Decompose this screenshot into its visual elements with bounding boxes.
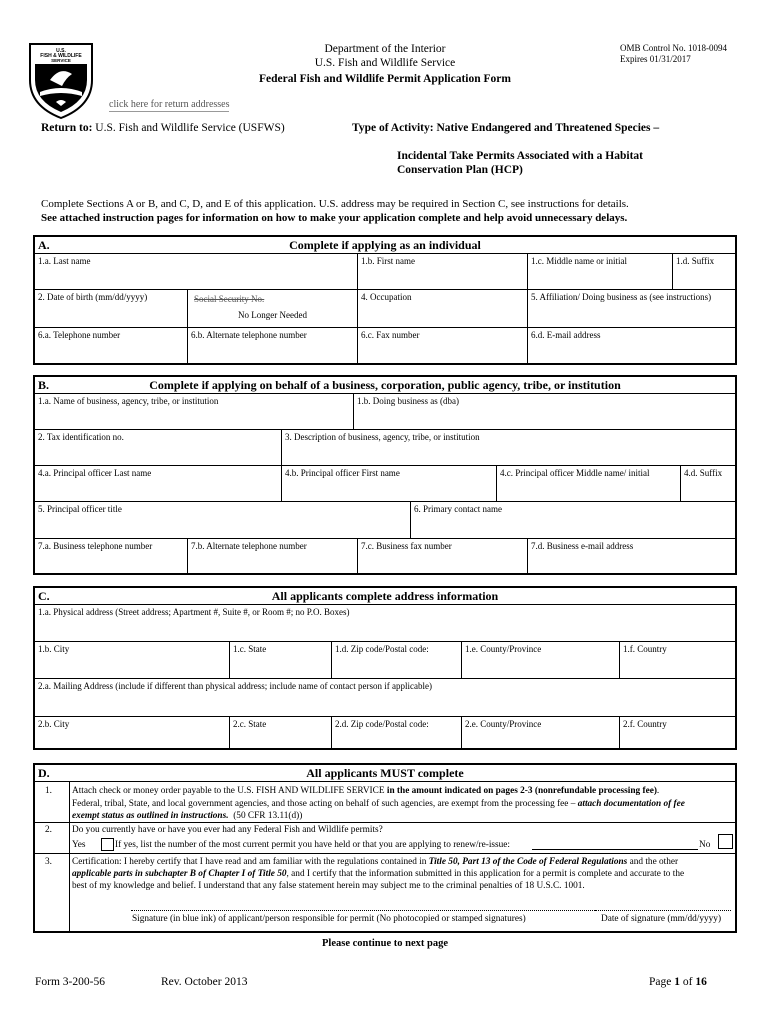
- mailing-county-field[interactable]: [461, 717, 619, 748]
- officer-first-name-label: 4.b. Principal officer First name: [285, 468, 400, 478]
- middle-name-field[interactable]: [527, 254, 672, 290]
- business-email-field[interactable]: [527, 539, 735, 573]
- item3-line3: best of my knowledge and belief. I understand that any false statement herein may subject me to the criminal penalties of 18 U.S.C. 1001.: [72, 881, 585, 891]
- item3-text-c: and the other: [627, 857, 679, 867]
- item2-divider: [35, 853, 735, 854]
- alt-telephone-label: 6.b. Alternate telephone number: [191, 330, 307, 340]
- item1-line1: [72, 785, 659, 797]
- return-to: [41, 122, 285, 134]
- item3-line2: [72, 868, 684, 880]
- section-b-row1: [35, 393, 735, 430]
- item2-yes-label: Yes: [72, 840, 86, 850]
- item2-ifyes: If yes, list the number of the most current permit you have held or that you are applying to renew/re-issue:: [115, 840, 511, 850]
- officer-last-name-field[interactable]: [35, 466, 281, 502]
- middle-name-label: 1.c. Middle name or initial: [531, 256, 627, 266]
- item3-line2-text: , and I certify that the information submitted in this application for a permit is complete and accurate to the: [286, 869, 685, 879]
- section-a-header: [35, 237, 735, 252]
- logo-text-top: U.S.: [56, 48, 66, 54]
- signature-line[interactable]: [131, 910, 597, 911]
- mailing-zip-label: 2.d. Zip code/Postal code:: [335, 719, 429, 729]
- section-d-divider: [35, 781, 735, 782]
- item1-text-b: in the amount indicated on pages 2-3 (nonrefundable processing fee): [386, 786, 657, 796]
- item3-text-b: Title 50, Part 13 of the Code of Federal Regulations: [428, 857, 628, 867]
- officer-suffix-field[interactable]: [680, 466, 735, 502]
- item1-divider: [35, 822, 735, 823]
- section-c-title: All applicants complete address information: [271, 589, 499, 603]
- activity-line2: Incidental Take Permits Associated with a Habitat: [397, 150, 643, 162]
- section-c-letter: C.: [38, 589, 50, 603]
- officer-title-field[interactable]: [35, 502, 410, 539]
- form-title: Federal Fish and Wildlife Permit Application Form: [259, 73, 511, 85]
- email-field[interactable]: [527, 328, 735, 363]
- business-name-label: 1.a. Name of business, agency, tribe, or institution: [38, 396, 219, 406]
- first-name-label: 1.b. First name: [361, 256, 415, 266]
- agency-name: U.S. Fish and Wildlife Service: [314, 57, 456, 69]
- page-prefix: Page: [649, 976, 675, 988]
- item2-question: Do you currently have or have you ever had any Federal Fish and Wildlife permits?: [72, 825, 383, 835]
- return-addresses-link[interactable]: click here for return addresses: [109, 99, 230, 110]
- state-field[interactable]: [229, 642, 331, 679]
- business-phone-field[interactable]: [35, 539, 187, 573]
- dob-label: 2. Date of birth (mm/dd/yyyy): [38, 292, 148, 302]
- expires-date: Expires 01/31/2017: [620, 54, 691, 64]
- mailing-address-field[interactable]: [35, 679, 735, 717]
- mailing-state-field[interactable]: [229, 717, 331, 748]
- date-of-signature-label: Date of signature (mm/dd/yyyy): [601, 914, 722, 924]
- affiliation-field[interactable]: [527, 290, 735, 328]
- fax-label: 6.c. Fax number: [361, 330, 420, 340]
- business-name-field[interactable]: [35, 394, 353, 430]
- section-d: [33, 763, 737, 933]
- item3-text-a: Certification: I hereby certify that I have read and am familiar with the regulations contained in: [72, 857, 429, 867]
- section-c-header: [35, 588, 735, 603]
- no-checkbox[interactable]: [718, 834, 733, 849]
- item2-no-label: No: [699, 840, 711, 850]
- section-c-row3: [35, 678, 735, 717]
- item1-line3: [72, 810, 302, 822]
- country-field[interactable]: [619, 642, 735, 679]
- dba-label: 1.b. Doing business as (dba): [357, 396, 459, 406]
- logo-text-bottom: SERVICE: [51, 58, 71, 63]
- item2-number: 2.: [45, 825, 52, 835]
- mailing-zip-field[interactable]: [331, 717, 461, 748]
- continue-note: Please continue to next page: [322, 938, 448, 949]
- section-b-row3: [35, 465, 735, 502]
- country-label: 1.f. Country: [623, 644, 667, 654]
- tax-id-label: 2. Tax identification no.: [38, 432, 124, 442]
- zip-label: 1.d. Zip code/Postal code:: [335, 644, 429, 654]
- section-b-row5: [35, 538, 735, 573]
- section-b-title: Complete if applying on behalf of a business, corporation, public agency, tribe, or institution: [149, 378, 621, 392]
- section-b-row4: [35, 501, 735, 539]
- return-link-underline: [109, 111, 229, 112]
- occupation-field[interactable]: [357, 290, 527, 328]
- section-a-row1: [35, 253, 735, 290]
- section-c-row2: [35, 641, 735, 679]
- physical-address-field[interactable]: [35, 605, 735, 642]
- revision-date: Rev. October 2013: [161, 976, 248, 988]
- business-email-label: 7.d. Business e-mail address: [531, 541, 634, 551]
- section-b-header: [35, 377, 735, 392]
- instructions-line1: Complete Sections A or B, and C, D, and E of this application. U.S. address may be required in Section C, see instructions for details.: [41, 198, 629, 210]
- city-label: 1.b. City: [38, 644, 70, 654]
- yes-checkbox[interactable]: [101, 838, 114, 851]
- officer-last-name-label: 4.a. Principal officer Last name: [38, 468, 152, 478]
- mailing-city-field[interactable]: [35, 717, 229, 748]
- last-name-label: 1.a. Last name: [38, 256, 91, 266]
- fax-field[interactable]: [357, 328, 527, 363]
- mailing-country-field[interactable]: [619, 717, 735, 748]
- section-b-letter: B.: [38, 378, 50, 392]
- ssn-field: [187, 290, 357, 328]
- department-name: Department of the Interior: [324, 43, 446, 55]
- page-of: of: [679, 976, 696, 988]
- signature-label: Signature (in blue ink) of applicant/person responsible for permit (No photocopied or stamped signatures): [132, 914, 526, 924]
- section-a-row3: [35, 327, 735, 363]
- item3-line1: [72, 856, 678, 868]
- usfws-logo: [26, 40, 96, 120]
- item1-line2-text: Federal, tribal, State, and local government agencies, and those acting on behalf of such agencies, are exempt from the processing fee –: [72, 799, 578, 809]
- business-description-field[interactable]: [281, 430, 735, 466]
- instructions-line2: See attached instruction pages for information on how to make your application complete and help avoid unnecessary delays.: [41, 212, 628, 224]
- last-name-field[interactable]: [35, 254, 357, 290]
- business-alt-phone-label: 7.b. Alternate telephone number: [191, 541, 307, 551]
- section-d-number-column: [69, 781, 70, 931]
- occupation-label: 4. Occupation: [361, 292, 412, 302]
- activity-label: Type of Activity:: [352, 122, 434, 134]
- business-fax-field[interactable]: [357, 539, 527, 573]
- section-b-row2: [35, 429, 735, 466]
- officer-title-label: 5. Principal officer title: [38, 504, 122, 514]
- business-fax-label: 7.c. Business fax number: [361, 541, 452, 551]
- date-of-signature-line[interactable]: [595, 910, 731, 911]
- officer-middle-name-label: 4.c. Principal officer Middle name/ initial: [500, 468, 650, 478]
- mailing-address-label: 2.a. Mailing Address (include if different than physical address; include name of contact person if applicable): [38, 681, 432, 691]
- mailing-state-label: 2.c. State: [233, 719, 267, 729]
- item1-line2: [72, 798, 685, 810]
- business-phone-label: 7.a. Business telephone number: [38, 541, 153, 551]
- item1-text-a: Attach check or money order payable to the U.S. FISH AND WILDLIFE SERVICE: [72, 786, 387, 796]
- form-number: Form 3-200-56: [35, 976, 105, 988]
- mailing-county-label: 2.e. County/Province: [465, 719, 542, 729]
- logo-text-mid: FISH & WILDLIFE: [40, 53, 82, 59]
- primary-contact-field[interactable]: [410, 502, 735, 539]
- mailing-country-label: 2.f. Country: [623, 719, 667, 729]
- mailing-city-label: 2.b. City: [38, 719, 70, 729]
- section-a-letter: A.: [38, 238, 50, 252]
- ssn-struck-label: Social Security No.: [194, 294, 265, 304]
- telephone-field[interactable]: [35, 328, 187, 363]
- item3-line2-emphasis: applicable parts in subchapter B of Chapter I of Title 50: [72, 869, 287, 879]
- activity-line3: Conservation Plan (HCP): [397, 164, 523, 176]
- item1-line2-emphasis: attach documentation of fee: [577, 799, 685, 809]
- primary-contact-label: 6. Primary contact name: [414, 504, 502, 514]
- county-label: 1.e. County/Province: [465, 644, 542, 654]
- affiliation-label: 5. Affiliation/ Doing business as (see instructions): [531, 292, 712, 302]
- county-field[interactable]: [461, 642, 619, 679]
- section-d-header: [35, 765, 735, 780]
- item1-number: 1.: [45, 786, 52, 796]
- tax-id-field[interactable]: [35, 430, 281, 466]
- section-c-row4: [35, 716, 735, 748]
- item1-line3-cfr: (50 CFR 13.11(d)): [233, 811, 303, 821]
- ssn-note: No Longer Needed: [238, 310, 307, 320]
- section-d-title: All applicants MUST complete: [306, 766, 464, 780]
- business-alt-phone-field[interactable]: [187, 539, 357, 573]
- page-number: [649, 976, 707, 988]
- section-c: [33, 586, 737, 750]
- suffix-label: 1.d. Suffix: [676, 256, 715, 266]
- section-b: [33, 375, 737, 575]
- permit-number-input[interactable]: [532, 849, 698, 850]
- section-a-title: Complete if applying as an individual: [289, 238, 481, 252]
- telephone-label: 6.a. Telephone number: [38, 330, 121, 340]
- dob-field[interactable]: [35, 290, 187, 328]
- physical-address-label: 1.a. Physical address (Street address; Apartment #, Suite #, or Room #; no P.O. Boxes): [38, 607, 350, 617]
- section-d-letter: D.: [38, 766, 50, 780]
- officer-middle-name-field[interactable]: [496, 466, 680, 502]
- omb-control: OMB Control No. 1018-0094: [620, 43, 728, 53]
- item1-text-c: .: [656, 786, 660, 796]
- section-a: [33, 235, 737, 365]
- section-a-row2: [35, 289, 735, 328]
- zip-field[interactable]: [331, 642, 461, 679]
- email-label: 6.d. E-mail address: [531, 330, 601, 340]
- activity-line1: [352, 122, 659, 134]
- item1-line3-emphasis: exempt status as outlined in instructions.: [72, 811, 229, 821]
- officer-suffix-label: 4.d. Suffix: [684, 468, 723, 478]
- business-description-label: 3. Description of business, agency, tribe, or institution: [285, 432, 480, 442]
- return-to-value: U.S. Fish and Wildlife Service (USFWS): [95, 122, 285, 134]
- city-field[interactable]: [35, 642, 229, 679]
- activity-value: Native Endangered and Threatened Species –: [436, 122, 660, 134]
- return-to-label: Return to:: [41, 122, 93, 134]
- first-name-field[interactable]: [357, 254, 527, 290]
- dba-field[interactable]: [353, 394, 735, 430]
- state-label: 1.c. State: [233, 644, 267, 654]
- alt-telephone-field[interactable]: [187, 328, 357, 363]
- page-current: 1: [674, 976, 680, 988]
- section-c-row1: [35, 604, 735, 642]
- page-total: 16: [695, 976, 707, 988]
- item3-number: 3.: [45, 857, 52, 867]
- suffix-field[interactable]: [672, 254, 735, 290]
- officer-first-name-field[interactable]: [281, 466, 496, 502]
